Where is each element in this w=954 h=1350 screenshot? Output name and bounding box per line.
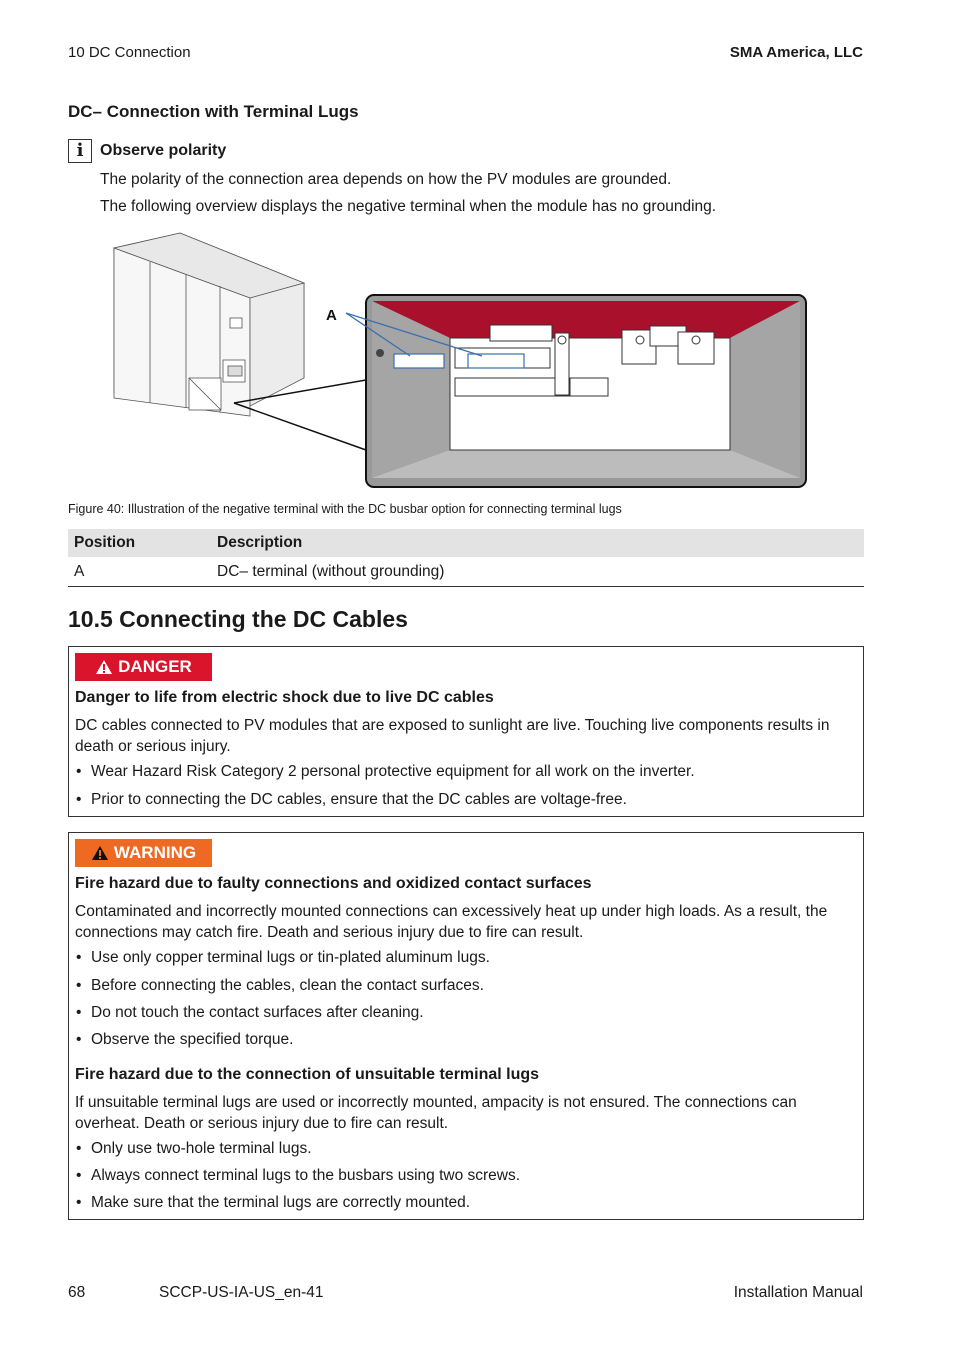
warning-bullet: • Observe the specified torque. bbox=[91, 1031, 293, 1049]
danger-text: DC cables connected to PV modules that are exposed to sunlight are live. Touching live components results in death or serious injury. bbox=[75, 717, 830, 755]
warning-bullet: • Always connect terminal lugs to the busbars using two screws. bbox=[91, 1167, 520, 1185]
section-title: 10.5 Connecting the DC Cables bbox=[68, 606, 408, 632]
info-text-1: The polarity of the connection area depends on how the PV modules are grounded. bbox=[100, 171, 672, 188]
terminal-lug-highlight-2 bbox=[468, 354, 524, 368]
danger-label-text: DANGER bbox=[118, 657, 192, 676]
warning-bullet: • Use only copper terminal lugs or tin-plated aluminum lugs. bbox=[91, 949, 490, 967]
warning-title-1: Fire hazard due to faulty connections and oxidized contact surfaces bbox=[75, 875, 592, 892]
detail-view bbox=[366, 295, 806, 487]
header-chapter: 10 DC Connection bbox=[68, 44, 191, 61]
figure-caption: Figure 40: Illustration of the negative terminal with the DC busbar option for connecting terminal lugs bbox=[68, 502, 622, 516]
table-header: Position bbox=[68, 529, 211, 557]
table-row bbox=[68, 557, 864, 587]
warning-triangle-icon bbox=[95, 659, 113, 675]
table-header-row bbox=[68, 529, 864, 557]
danger-bullet: • Prior to connecting the DC cables, ensure that the DC cables are voltage-free. bbox=[91, 791, 627, 809]
danger-bullet: • Wear Hazard Risk Category 2 personal protective equipment for all work on the inverter. bbox=[91, 763, 695, 781]
subsection-title: DC– Connection with Terminal Lugs bbox=[68, 102, 359, 121]
zoom-line-bottom bbox=[234, 403, 366, 450]
header-company: SMA America, LLC bbox=[729, 44, 863, 61]
inverter-cabinet bbox=[114, 233, 304, 416]
position-table bbox=[68, 529, 864, 587]
danger-title: Danger to life from electric shock due to live DC cables bbox=[75, 689, 494, 706]
footer-manual: Installation Manual bbox=[733, 1284, 863, 1301]
info-text-2: The following overview displays the negative terminal when the module has no grounding. bbox=[100, 198, 717, 215]
warning-bullet: • Make sure that the terminal lugs are correctly mounted. bbox=[91, 1194, 470, 1212]
warning-label bbox=[75, 839, 212, 867]
table-cell: A bbox=[68, 557, 211, 587]
warning-box bbox=[68, 832, 864, 1220]
info-title: Observe polarity bbox=[100, 142, 227, 159]
footer-page-number: 68 bbox=[68, 1284, 86, 1301]
warning-text-2: If unsuitable terminal lugs are used or incorrectly mounted, ampacity is not ensured. The connections can overheat. Death or serious injury due to fire can result. bbox=[75, 1094, 797, 1132]
warning-title-2: Fire hazard due to the connection of unsuitable terminal lugs bbox=[75, 1066, 540, 1083]
terminal-lug-highlight-1 bbox=[394, 354, 444, 368]
footer-doc-id: SCCP-US-IA-US_en-41 bbox=[159, 1284, 324, 1301]
warning-text-1: Contaminated and incorrectly mounted connections can excessively heat up under high loads. As a result, the connections may catch fire. Death and serious injury due to fire can result. bbox=[75, 903, 828, 941]
warning-bullet: • Before connecting the cables, clean the contact surfaces. bbox=[91, 977, 484, 995]
warning-bullet: • Do not touch the contact surfaces after cleaning. bbox=[91, 1004, 424, 1022]
table-header: Description bbox=[211, 529, 864, 557]
figure-illustration bbox=[110, 228, 810, 494]
figure-label-a: A bbox=[326, 307, 337, 324]
warning-label-text: WARNING bbox=[113, 843, 197, 862]
danger-label bbox=[75, 653, 212, 681]
table-cell: DC– terminal (without grounding) bbox=[211, 557, 864, 587]
info-icon: i bbox=[68, 139, 92, 163]
warning-bullet: • Only use two-hole terminal lugs. bbox=[91, 1140, 312, 1158]
warning-triangle-icon bbox=[91, 845, 109, 861]
danger-box bbox=[68, 646, 864, 817]
